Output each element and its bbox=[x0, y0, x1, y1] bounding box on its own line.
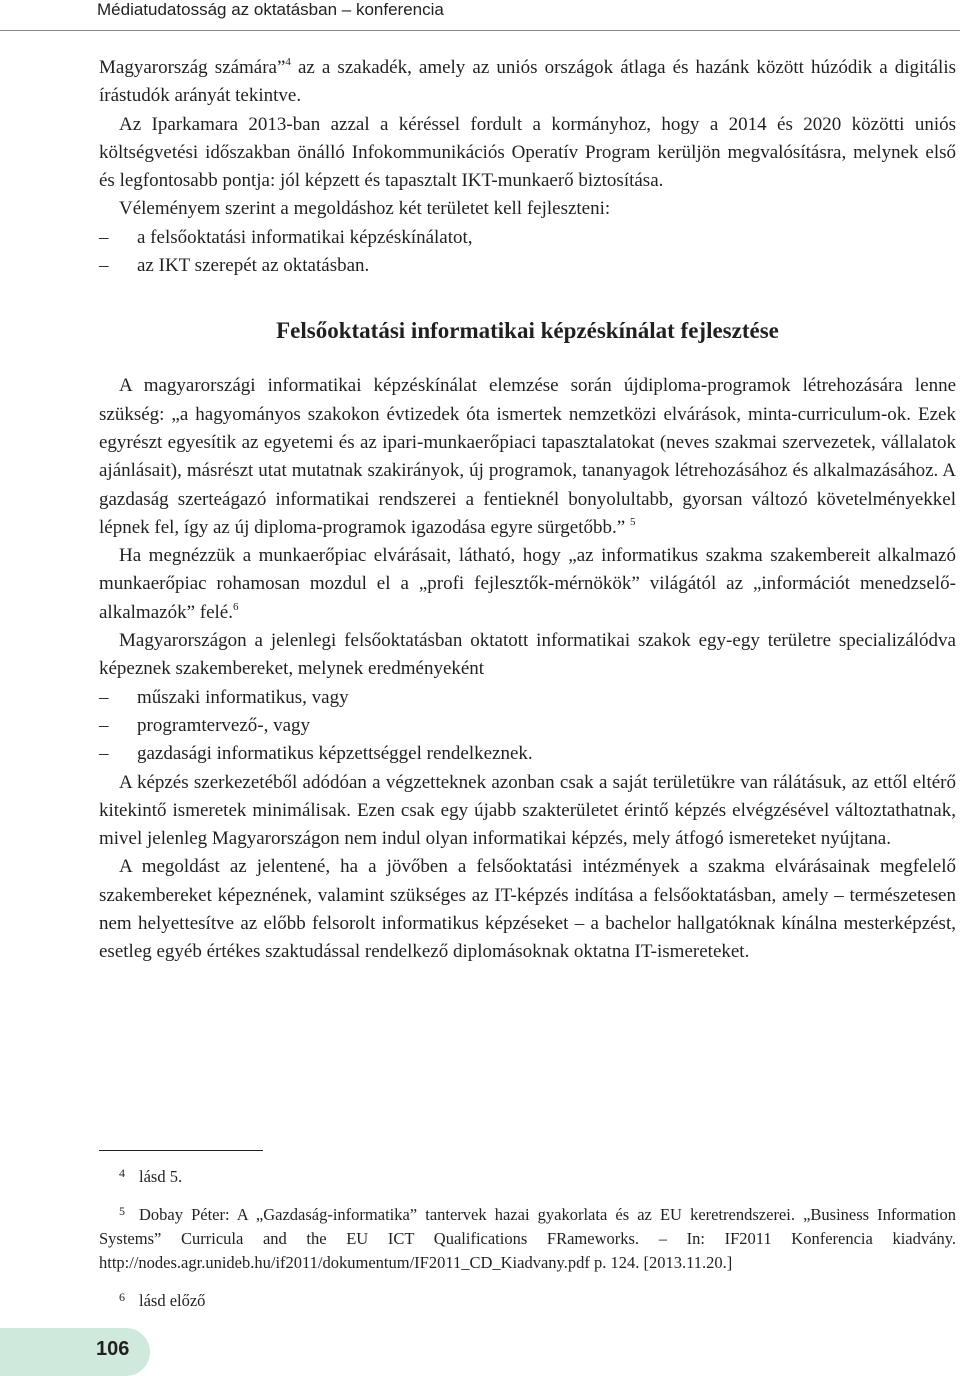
list-item-text: a felsőoktatási informatikai képzéskínálatot, bbox=[137, 226, 473, 248]
paragraph-4-text: A magyarországi informatikai képzéskínálat elemzése során újdiploma-programok létrehozására lenne szükség: „a hagyományos szakokon évtizedek óta ismertek nemzetközi elvárások, minta-curriculum-ok. Ezek egyrészt egyesítik az egyetemi és az ipari-munkaerőpiaci tapasztalatokat (neves szakmai szervezetek, vállalatok ajánlásait), másrészt utat mutatnak szakirányok, új programok, tananyagok létrehozásához és alkalmazásához. A gazdaság szerteágazó informatikai rendszerei a fentieknél bonyolultabb, gyorsan változó követelményekkel lépnek fel, így az új diploma-programok igazodása egyre sürgetőbb.” bbox=[99, 375, 956, 538]
footnotes bbox=[99, 1150, 956, 1323]
paragraph-5-text: Ha megnézzük a munkaerőpiac elvárásait, látható, hogy „az informatikus szakma szakembereit alkalmazó munkaerőpiac rohamosan mozdul el a „profi fejlesztők-mérnökök” világától az „információt menedzselő-alkalmazók” felé. bbox=[99, 545, 956, 623]
paragraph-7: A képzés szerkezetéből adódóan a végzetteknek azonban csak a saját területükre van rálátásuk, az ettől eltérő kitekintő ismeretek minimálisak. Ezen csak egy újabb szakterületet érintő képzés elvégzésével változtathatnak, mivel jelenleg Magyarországon nem indul olyan informatikai képzés, mely átfogó ismereteket nyújtana. bbox=[99, 771, 956, 850]
paragraph-1-text-b: az a szakadék, amely az uniós országok átlaga és hazánk között húzódik a digitális írástudók arányát tekintve. bbox=[99, 57, 956, 107]
paragraph-1-text-a: Magyarország számára” bbox=[99, 57, 286, 78]
list-item: – a felsőoktatási informatikai képzéskínálatot, bbox=[99, 226, 473, 248]
paragraph-1 bbox=[99, 54, 956, 111]
list-item: – műszaki informatikus, vagy bbox=[99, 686, 349, 708]
footnote-6 bbox=[99, 1285, 956, 1313]
paragraph-2: Az Iparkamara 2013-ban azzal a kéréssel fordult a kormányhoz, hogy a 2014 és 2020 közötti uniós költségvetési időszakban önálló Infokommunikációs Operatív Program kerüljön megvalósításra, melynek első és legfontosabb pontja: jól képzett és tapasztalt IKT-munkaerő biztosítása. bbox=[99, 113, 956, 192]
footnote-number: 6 bbox=[119, 1290, 125, 1304]
list-item: – programtervező-, vagy bbox=[99, 714, 311, 736]
paragraph-4 bbox=[99, 372, 956, 542]
footnote-4 bbox=[99, 1161, 956, 1189]
running-header: Médiatudatosság az oktatásban – konferencia bbox=[97, 0, 444, 19]
paragraph-8: A megoldást az jelentené, ha a jövőben a felsőoktatási intézmények a szakma elvárásainak megfelelő szakembereket képeznének, valamint szükséges az IT-képzés indítása a felsőoktatásban, amely – természetesen nem helyettesítve az előbb felsorolt informatikus képzéseket – a bachelor hallgatóknak kínálna mesterképzést, esetleg egyéb értékes szaktudással rendelkező diplomásoknak oktatna IT-ismereteket. bbox=[99, 856, 956, 963]
footnote-ref-4: 4 bbox=[285, 56, 291, 68]
footnote-ref-6: 6 bbox=[232, 600, 239, 613]
paragraph-3: Véleményem szerint a megoldáshoz két területet kell fejleszteni: bbox=[119, 198, 611, 220]
footnote-number: 5 bbox=[119, 1204, 125, 1218]
main-text bbox=[99, 54, 956, 967]
list-item: – az IKT szerepét az oktatásban. bbox=[99, 255, 370, 277]
paragraph-5 bbox=[99, 542, 956, 627]
footnote-5 bbox=[99, 1199, 956, 1275]
list-item-text: műszaki informatikus, vagy bbox=[137, 686, 349, 708]
section-heading: Felsőoktatási informatikai képzéskínálat fejlesztése bbox=[276, 318, 779, 344]
list-item-text: programtervező-, vagy bbox=[137, 714, 311, 736]
footnote-number: 4 bbox=[119, 1166, 125, 1180]
list-item: – gazdasági informatikus képzettséggel rendelkeznek. bbox=[99, 743, 533, 765]
footnote-rule bbox=[99, 1150, 263, 1151]
footnote-text: lásd előző bbox=[139, 1291, 206, 1310]
list-item-text: az IKT szerepét az oktatásban. bbox=[137, 255, 370, 277]
page-number: 106 bbox=[96, 1338, 130, 1360]
footnote-ref-5: 5 bbox=[629, 515, 636, 528]
paragraph-6: Magyarországon a jelenlegi felsőoktatásban oktatott informatikai szakok egy-egy területre specializálódva képeznek szakembereket, melynek eredményeként bbox=[99, 630, 956, 680]
footnote-text: lásd 5. bbox=[139, 1167, 183, 1186]
header-rule bbox=[0, 30, 960, 31]
footnote-text: Dobay Péter: A „Gazdaság-informatika” tantervek hazai gyakorlata és az EU keretrendszerei. „Business Information Systems” Curricula and the EU ICT Qualifications FRameworks. – In: IF2011 Konferencia kiadvány. http://nodes.agr.unideb.hu/if2011/dokumentum/IF2011_CD_Kiadvany.pdf p. 124. [2013.11.20.] bbox=[99, 1205, 956, 1272]
list-item-text: gazdasági informatikus képzettséggel rendelkeznek. bbox=[137, 743, 533, 765]
